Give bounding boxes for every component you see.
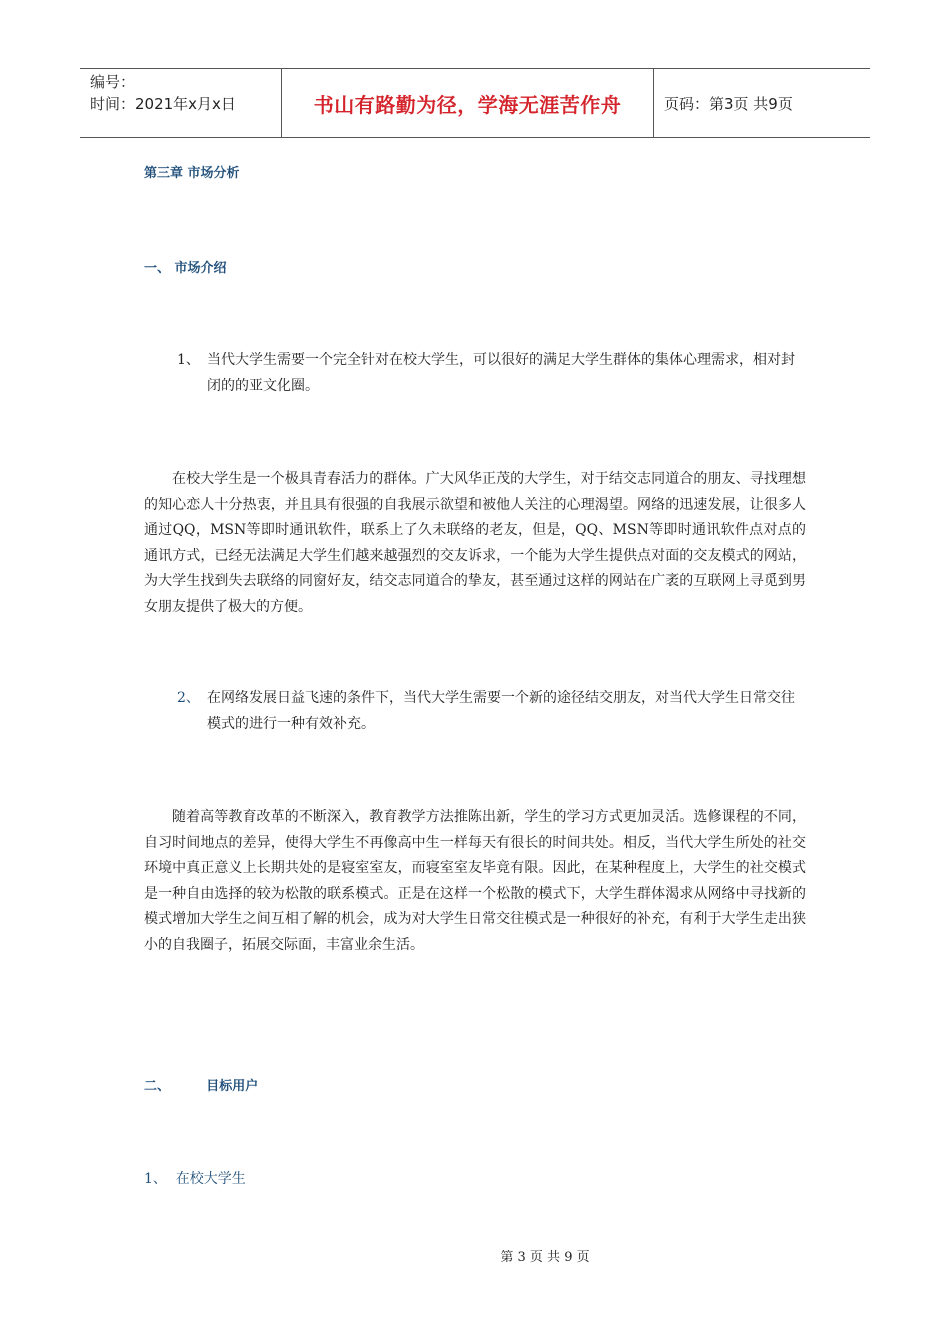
section1-item1 bbox=[177, 347, 802, 399]
header-page-label: 页码：第3页 共9页 bbox=[664, 94, 793, 113]
page-footer: 第 3 页 共 9 页 bbox=[500, 1250, 590, 1265]
header-meta bbox=[80, 69, 282, 137]
item-text: 在网络发展日益飞速的条件下，当代大学生需要一个新的途径结交朋友，对当代大学生日常交往模式的进行一种有效补充。 bbox=[207, 690, 795, 732]
section1-item2 bbox=[177, 685, 802, 737]
document-header bbox=[80, 68, 870, 138]
header-motto: 书山有路勤为径，学海无涯苦作舟 bbox=[282, 69, 654, 137]
chapter-title: 第三章 市场分析 bbox=[144, 166, 240, 181]
item-number: 2、 bbox=[177, 690, 200, 706]
section2-title: 二、 目标用户 bbox=[144, 1079, 259, 1094]
section1-title: 一、 市场介绍 bbox=[144, 261, 227, 276]
time-label: 时间：2021年x月x日 bbox=[90, 95, 236, 113]
section1-paragraph1: 在校大学生是一个极具青春活力的群体。广大风华正茂的大学生，对于结交志同道合的朋友、寻找理想的知心恋人十分热衷，并且具有很强的自我展示欲望和被他人关注的心理渴望。网络的迅速发展，让很多人通过QQ，MSN等即时通讯软件，联系上了久未联络的老友，但是，QQ、MSN等即时通讯软件点对点的通讯方式，已经无法满足大学生们越来越强烈的交友诉求，一个能为大学生提供点对面的交友模式的网站，为大学生找到失去联络的同窗好友，结交志同道合的挚友，甚至通过这样的网站在广袤的互联网上寻觅到男女朋友提供了极大的方便。 bbox=[144, 471, 806, 615]
item-text: 当代大学生需要一个完全针对在校大学生，可以很好的满足大学生群体的集体心理需求，相对封闭的的亚文化圈。 bbox=[207, 352, 795, 394]
number-label: 编号： bbox=[90, 73, 136, 91]
section2-item1: 1、 在校大学生 bbox=[144, 1171, 246, 1187]
item-number: 1、 bbox=[177, 352, 200, 368]
section1-paragraph2: 随着高等教育改革的不断深入，教育教学方法推陈出新，学生的学习方式更加灵活。选修课程的不同，自习时间地点的差异，使得大学生不再像高中生一样每天有很长的时间共处。相反，当代大学生所处的社交环境中真正意义上长期共处的是寝室室友，而寝室室友毕竟有限。因此，在某种程度上，大学生的社交模式是一种自由选择的较为松散的联系模式。正是在这样一个松散的模式下，大学生群体渴求从网络中寻找新的模式增加大学生之间互相了解的机会，成为对大学生日常交往模式是一种很好的补充，有利于大学生走出狭小的自我圈子，拓展交际面，丰富业余生活。 bbox=[144, 809, 806, 953]
